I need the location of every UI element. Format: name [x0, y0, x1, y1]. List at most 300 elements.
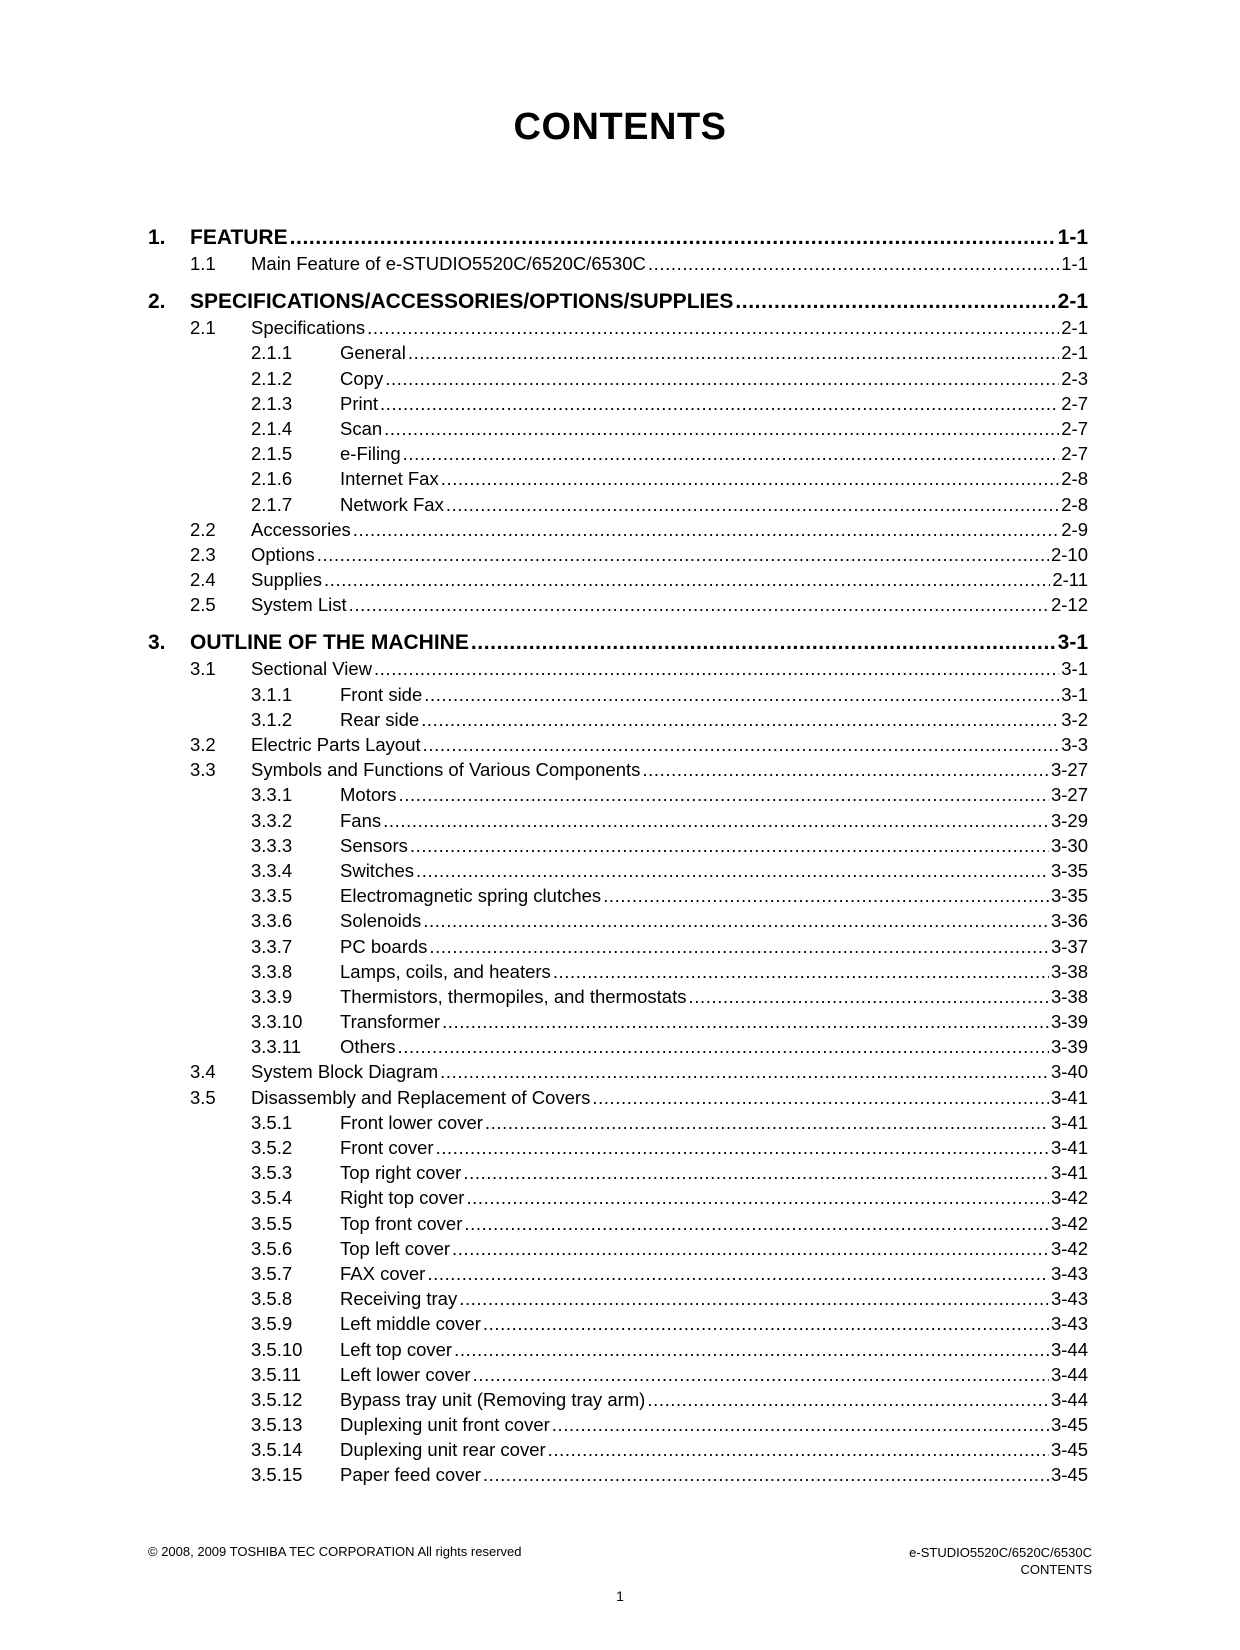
toc-subsection-entry[interactable] — [148, 1110, 1088, 1135]
toc-entry-number: 3.2 — [190, 734, 216, 755]
toc-entry-row — [340, 833, 1088, 858]
toc-subsection-entry[interactable] — [148, 833, 1088, 858]
toc-entry-page: 2-11 — [1052, 569, 1088, 591]
toc-entry-row — [251, 1085, 1088, 1110]
toc-section-entry[interactable] — [148, 542, 1088, 567]
toc-entry-row — [340, 492, 1088, 517]
toc-entry-page: 3-1 — [1061, 658, 1088, 680]
toc-entry-title: Accessories — [251, 518, 351, 540]
toc-subsection-entry[interactable] — [148, 1412, 1088, 1437]
toc-entry-number: 3.3.9 — [251, 985, 293, 1007]
toc-subsection-entry[interactable] — [148, 908, 1088, 933]
toc-entry-number: 3.3.4 — [251, 859, 293, 881]
toc-entry-row — [340, 883, 1088, 908]
toc-entry-number: 3.5.12 — [251, 1388, 303, 1410]
toc-section-entry[interactable] — [148, 567, 1088, 592]
toc-entry-page: 3-41 — [1050, 1137, 1088, 1158]
toc-entry-number: 3.5.15 — [251, 1464, 303, 1486]
toc-dot-leader — [464, 1211, 1049, 1236]
toc-entry-page: 2-3 — [1061, 367, 1088, 389]
toc-entry-title: Top right cover — [340, 1162, 462, 1184]
toc-chapter-entry[interactable] — [148, 288, 1088, 315]
toc-dot-leader — [642, 757, 1049, 782]
toc-entry-page: 3-38 — [1050, 985, 1088, 1007]
toc-entry-title: Specifications — [251, 317, 366, 339]
toc-entry-row — [251, 1059, 1088, 1084]
toc-entry-row — [340, 1185, 1088, 1210]
toc-entry-page: 2-1 — [1061, 342, 1088, 364]
toc-entry-page: 2-8 — [1061, 468, 1088, 490]
toc-subsection-entry[interactable] — [148, 1236, 1088, 1261]
toc-section-entry[interactable] — [148, 1059, 1088, 1084]
toc-subsection-entry[interactable] — [148, 1160, 1088, 1185]
toc-entry-row — [251, 542, 1088, 567]
toc-entry-number: 2.4 — [190, 569, 216, 591]
toc-entry-row — [251, 732, 1088, 757]
toc-entry-title: Top left cover — [340, 1237, 451, 1259]
toc-entry-page: 3-43 — [1050, 1313, 1088, 1335]
toc-entry-row — [251, 757, 1088, 782]
toc-entry-number: 3.5.10 — [251, 1338, 303, 1360]
toc-entry-number: 3.5.7 — [251, 1262, 293, 1284]
toc-dot-leader — [367, 315, 1059, 340]
toc-entry-page: 3-27 — [1050, 759, 1088, 781]
toc-dot-leader — [423, 908, 1049, 933]
toc-subsection-entry[interactable] — [148, 1261, 1088, 1286]
toc-entry-title: Transformer — [340, 1011, 441, 1033]
toc-entry-number: 3.3.7 — [251, 935, 293, 957]
toc-entry-title: Switches — [340, 859, 415, 881]
toc-subsection-entry[interactable] — [148, 391, 1088, 416]
toc-entry-page: 3-43 — [1050, 1288, 1088, 1310]
toc-entry-title: Print — [340, 392, 379, 414]
toc-dot-leader — [398, 1034, 1049, 1059]
toc-entry-title: Left lower cover — [340, 1363, 471, 1385]
toc-entry-number: 3.5.14 — [251, 1439, 303, 1461]
toc-dot-leader — [441, 466, 1060, 491]
toc-subsection-entry[interactable] — [148, 1462, 1088, 1487]
toc-entry-title: Electric Parts Layout — [251, 734, 421, 755]
toc-entry-row — [251, 315, 1088, 340]
toc-dot-leader — [603, 883, 1049, 908]
toc-entry-title: Lamps, coils, and heaters — [340, 960, 551, 982]
toc-entry-title: OUTLINE OF THE MACHINE — [190, 631, 469, 655]
toc-entry-title: Duplexing unit rear cover — [340, 1439, 546, 1461]
toc-subsection-entry[interactable] — [148, 340, 1088, 365]
toc-subsection-entry[interactable] — [148, 1034, 1088, 1059]
toc-dot-leader — [324, 567, 1050, 592]
toc-entry-page: 3-39 — [1050, 1011, 1088, 1033]
toc-entry-number: 2.1.6 — [251, 468, 293, 490]
toc-entry-number: 3.5.1 — [251, 1111, 293, 1133]
toc-entry-row — [340, 782, 1088, 807]
toc-dot-leader — [648, 251, 1059, 276]
toc-entry-number: 3.3.5 — [251, 885, 293, 907]
toc-dot-leader — [442, 1009, 1049, 1034]
toc-entry-row — [340, 416, 1088, 441]
toc-entry-title: FAX cover — [340, 1262, 426, 1284]
toc-entry-page: 3-42 — [1050, 1237, 1088, 1259]
toc-entry-row — [340, 391, 1088, 416]
toc-entry-number: 2.1.7 — [251, 493, 293, 515]
toc-entry-row — [251, 251, 1088, 276]
toc-entry-title: Internet Fax — [340, 468, 439, 490]
toc-entry-row — [340, 441, 1088, 466]
toc-entry-title: Left top cover — [340, 1338, 453, 1360]
toc-subsection-entry[interactable] — [148, 492, 1088, 517]
toc-entry-page: 3-45 — [1050, 1439, 1088, 1461]
toc-dot-leader — [427, 1261, 1049, 1286]
toc-entry-title: Symbols and Functions of Various Components — [251, 759, 641, 781]
toc-dot-leader — [290, 224, 1056, 251]
toc-entry-number: 3.3 — [190, 759, 216, 781]
toc-entry-title: Supplies — [251, 569, 322, 591]
toc-entry-page: 3-44 — [1050, 1338, 1088, 1360]
toc-entry-title: System List — [251, 594, 347, 616]
toc-dot-leader — [483, 1311, 1049, 1336]
toc-subsection-entry[interactable] — [148, 1009, 1088, 1034]
toc-entry-row — [340, 1034, 1088, 1059]
toc-entry-page: 2-7 — [1061, 392, 1088, 414]
toc-entry-title: FEATURE — [190, 226, 288, 249]
toc-dot-leader — [548, 1437, 1049, 1462]
toc-entry-page: 3-41 — [1050, 1162, 1088, 1184]
toc-entry-page: 3-38 — [1050, 960, 1088, 982]
toc-subsection-entry[interactable] — [148, 782, 1088, 807]
toc-dot-leader — [423, 732, 1060, 757]
toc-entry-title: Motors — [340, 784, 397, 806]
toc-section-entry[interactable] — [148, 315, 1088, 340]
toc-entry-row — [340, 959, 1088, 984]
toc-subsection-entry[interactable] — [148, 934, 1088, 959]
toc-chapter-entry[interactable] — [148, 224, 1088, 251]
toc-entry-page: 3-37 — [1050, 935, 1088, 957]
toc-entry-number: 2.2 — [190, 518, 216, 540]
toc-section-entry[interactable] — [148, 1085, 1088, 1110]
toc-entry-row — [340, 1362, 1088, 1387]
toc-entry-title: Solenoids — [340, 910, 422, 932]
toc-subsection-entry[interactable] — [148, 959, 1088, 984]
toc-dot-leader — [446, 492, 1059, 517]
toc-entry-title: Duplexing unit front cover — [340, 1414, 550, 1436]
toc-entry-page: 2-1 — [1061, 317, 1088, 339]
toc-entry-title: Front lower cover — [340, 1111, 483, 1133]
toc-subsection-entry[interactable] — [148, 707, 1088, 732]
toc-dot-leader — [689, 984, 1049, 1009]
toc-entry-row — [340, 1286, 1088, 1311]
toc-entry-number: 2.1.5 — [251, 443, 293, 465]
toc-dot-leader — [349, 592, 1049, 617]
toc-subsection-entry[interactable] — [148, 366, 1088, 391]
toc-entry-page: 3-43 — [1050, 1262, 1088, 1284]
toc-chapter-entry[interactable] — [148, 629, 1088, 656]
toc-subsection-entry[interactable] — [148, 808, 1088, 833]
toc-subsection-entry[interactable] — [148, 1311, 1088, 1336]
toc-dot-leader — [552, 1412, 1049, 1437]
toc-dot-leader — [454, 1337, 1049, 1362]
toc-entry-page: 3-41 — [1050, 1111, 1088, 1133]
toc-entry-page: 2-8 — [1061, 493, 1088, 515]
toc-entry-row — [340, 1009, 1088, 1034]
toc-dot-leader — [483, 1462, 1049, 1487]
toc-entry-row — [340, 340, 1088, 365]
toc-entry-page: 3-44 — [1050, 1363, 1088, 1385]
toc-entry-title: Main Feature of e-STUDIO5520C/6520C/6530C — [251, 253, 646, 274]
toc-entry-row — [340, 984, 1088, 1009]
toc-section-entry[interactable] — [148, 732, 1088, 757]
toc-entry-number: 3.1.2 — [251, 708, 293, 730]
toc-subsection-entry[interactable] — [148, 1437, 1088, 1462]
toc-subsection-entry[interactable] — [148, 984, 1088, 1009]
toc-entry-row — [340, 1462, 1088, 1487]
toc-entry-number: 2.5 — [190, 594, 216, 616]
footer-section: CONTENTS — [1020, 1562, 1092, 1577]
toc-dot-leader — [421, 707, 1059, 732]
toc-subsection-entry[interactable] — [148, 1286, 1088, 1311]
toc-subsection-entry[interactable] — [148, 1185, 1088, 1210]
toc-dot-leader — [473, 1362, 1049, 1387]
toc-entry-title: Others — [340, 1036, 396, 1058]
toc-entry-page: 3-27 — [1050, 784, 1088, 806]
toc-dot-leader — [471, 629, 1056, 656]
toc-entry-page: 3-1 — [1057, 631, 1088, 655]
toc-entry-number: 3.3.10 — [251, 1011, 303, 1033]
toc-entry-row — [251, 656, 1088, 681]
toc-section-entry[interactable] — [148, 656, 1088, 681]
toc-entry-row — [340, 1412, 1088, 1437]
toc-dot-leader — [416, 858, 1049, 883]
toc-entry-page: 3-35 — [1050, 859, 1088, 881]
toc-entry-title: Fans — [340, 809, 382, 831]
toc-subsection-entry[interactable] — [148, 1211, 1088, 1236]
toc-entry-page: 3-42 — [1050, 1212, 1088, 1234]
toc-entry-row — [340, 1337, 1088, 1362]
toc-entry-title: Rear side — [340, 708, 420, 730]
toc-entry-page: 3-2 — [1061, 708, 1088, 730]
footer-model: e-STUDIO5520C/6520C/6530C — [909, 1545, 1092, 1560]
toc-entry-title: Paper feed cover — [340, 1464, 481, 1486]
toc-entry-page: 3-41 — [1050, 1086, 1088, 1108]
toc-entry-number: 3.5.13 — [251, 1414, 303, 1436]
toc-dot-leader — [408, 340, 1059, 365]
toc-entry-number: 2.1.3 — [251, 392, 293, 414]
toc-dot-leader — [384, 416, 1059, 441]
toc-dot-leader — [317, 542, 1049, 567]
toc-dot-leader — [410, 833, 1049, 858]
toc-entry-title: Thermistors, thermopiles, and thermostats — [340, 985, 687, 1007]
toc-entry-number: 3.5.4 — [251, 1187, 293, 1209]
toc-entry-page: 3-3 — [1061, 734, 1088, 755]
toc-entry-number: 2. — [148, 290, 166, 314]
footer-model-block — [909, 1544, 1092, 1578]
toc-dot-leader — [436, 1135, 1049, 1160]
toc-entry-row — [340, 1236, 1088, 1261]
toc-entry-page: 3-39 — [1050, 1036, 1088, 1058]
toc-entry-title: Network Fax — [340, 493, 444, 515]
toc-dot-leader — [463, 1160, 1049, 1185]
page-title: CONTENTS — [513, 106, 727, 148]
toc-subsection-entry[interactable] — [148, 441, 1088, 466]
toc-entry-number: 2.1 — [190, 317, 216, 339]
toc-dot-leader — [429, 934, 1049, 959]
toc-entry-row — [340, 1387, 1088, 1412]
toc-entry-row — [251, 567, 1088, 592]
toc-subsection-entry[interactable] — [148, 682, 1088, 707]
toc-entry-page: 3-35 — [1050, 885, 1088, 907]
toc-dot-leader — [353, 517, 1060, 542]
toc-entry-number: 3.3.8 — [251, 960, 293, 982]
toc-subsection-entry[interactable] — [148, 416, 1088, 441]
toc-entry-row — [251, 517, 1088, 542]
toc-dot-leader — [647, 1387, 1049, 1412]
toc-entry-title: Sensors — [340, 834, 408, 856]
toc-entry-title: e-Filing — [340, 443, 401, 465]
toc-subsection-entry[interactable] — [148, 858, 1088, 883]
toc-entry-title: Front side — [340, 683, 423, 705]
toc-dot-leader — [383, 808, 1049, 833]
toc-entry-row — [340, 1135, 1088, 1160]
toc-dot-leader — [424, 682, 1059, 707]
toc-entry-page: 3-44 — [1050, 1388, 1088, 1410]
toc-entry-row — [340, 1311, 1088, 1336]
toc-dot-leader — [399, 782, 1049, 807]
toc-dot-leader — [452, 1236, 1049, 1261]
toc-entry-page: 2-7 — [1061, 443, 1088, 465]
toc-entry-row — [190, 288, 1088, 315]
toc-entry-row — [190, 224, 1088, 251]
toc-entry-number: 3.5.3 — [251, 1162, 293, 1184]
toc-entry-row — [340, 682, 1088, 707]
toc-entry-page: 2-7 — [1061, 417, 1088, 439]
toc-section-entry[interactable] — [148, 251, 1088, 276]
toc-dot-leader — [380, 391, 1059, 416]
toc-entry-number: 3.3.11 — [251, 1036, 302, 1058]
toc-entry-page: 2-12 — [1050, 594, 1088, 616]
toc-entry-row — [340, 908, 1088, 933]
toc-entry-title: General — [340, 342, 406, 364]
toc-entry-number: 1.1 — [190, 253, 216, 274]
toc-section-entry[interactable] — [148, 592, 1088, 617]
toc-entry-number: 2.3 — [190, 543, 216, 565]
toc-dot-leader — [553, 959, 1049, 984]
toc-entry-row — [340, 858, 1088, 883]
toc-entry-title: Scan — [340, 417, 383, 439]
toc-entry-page: 2-9 — [1061, 518, 1088, 540]
toc-entry-row — [190, 629, 1088, 656]
toc-entry-number: 3.5 — [190, 1086, 216, 1108]
toc-entry-page: 3-30 — [1050, 834, 1088, 856]
toc-entry-title: Options — [251, 543, 315, 565]
toc-entry-title: System Block Diagram — [251, 1061, 439, 1083]
toc-dot-leader — [385, 366, 1059, 391]
toc-entry-title: Bypass tray unit (Removing tray arm) — [340, 1388, 646, 1410]
toc-entry-number: 3.5.8 — [251, 1288, 293, 1310]
toc-entry-title: Right top cover — [340, 1187, 465, 1209]
toc-entry-number: 3.5.5 — [251, 1212, 293, 1234]
toc-entry-page: 2-1 — [1057, 290, 1088, 314]
toc-entry-number: 3.5.9 — [251, 1313, 293, 1335]
toc-entry-page: 3-45 — [1050, 1464, 1088, 1486]
toc-entry-number: 1. — [148, 226, 166, 249]
toc-entry-title: Disassembly and Replacement of Covers — [251, 1086, 591, 1108]
page-number: 1 — [616, 1588, 624, 1604]
toc-dot-leader — [592, 1085, 1049, 1110]
toc-entry-row — [340, 1211, 1088, 1236]
toc-subsection-entry[interactable] — [148, 1387, 1088, 1412]
toc-section-entry[interactable] — [148, 757, 1088, 782]
toc-entry-number: 3.3.1 — [251, 784, 293, 806]
toc-entry-number: 3.1 — [190, 658, 216, 680]
toc-entry-row — [340, 808, 1088, 833]
toc-entry-title: Top front cover — [340, 1212, 463, 1234]
toc-dot-leader — [403, 441, 1060, 466]
toc-subsection-entry[interactable] — [148, 1362, 1088, 1387]
toc-entry-title: SPECIFICATIONS/ACCESSORIES/OPTIONS/SUPPLIES — [190, 290, 734, 314]
toc-subsection-entry[interactable] — [148, 1337, 1088, 1362]
toc-entry-number: 2.1.4 — [251, 417, 293, 439]
toc-dot-leader — [735, 288, 1055, 315]
toc-entry-title: Front cover — [340, 1137, 434, 1158]
toc-dot-leader — [485, 1110, 1049, 1135]
toc-entry-number: 2.1.2 — [251, 367, 293, 389]
toc-entry-title: PC boards — [340, 935, 428, 957]
toc-section-entry[interactable] — [148, 517, 1088, 542]
toc-entry-number: 3. — [148, 631, 166, 655]
toc-entry-number: 3.4 — [190, 1061, 216, 1083]
toc-entry-page: 3-40 — [1050, 1061, 1088, 1083]
toc-dot-leader — [440, 1059, 1049, 1084]
toc-subsection-entry[interactable] — [148, 1135, 1088, 1160]
toc-entry-number: 3.1.1 — [251, 683, 293, 705]
toc-entry-row — [251, 592, 1088, 617]
toc-entry-number: 3.3.6 — [251, 910, 293, 932]
toc-entry-title: Electromagnetic spring clutches — [340, 885, 602, 907]
toc-subsection-entry[interactable] — [148, 883, 1088, 908]
toc-entry-number: 3.5.2 — [251, 1137, 293, 1158]
toc-entry-number: 3.5.11 — [251, 1363, 302, 1385]
toc-dot-leader — [374, 656, 1059, 681]
toc-entry-title: Copy — [340, 367, 384, 389]
toc-entry-page: 3-1 — [1061, 683, 1088, 705]
toc-entry-page: 2-10 — [1050, 543, 1088, 565]
toc-entry-row — [340, 1160, 1088, 1185]
toc-entry-page: 1-1 — [1061, 253, 1088, 274]
toc-entry-row — [340, 1437, 1088, 1462]
toc-dot-leader — [466, 1185, 1049, 1210]
toc-entry-title: Receiving tray — [340, 1288, 458, 1310]
toc-entry-page: 3-42 — [1050, 1187, 1088, 1209]
toc-entry-row — [340, 934, 1088, 959]
toc-entry-row — [340, 1110, 1088, 1135]
toc-subsection-entry[interactable] — [148, 466, 1088, 491]
toc-entry-page: 3-45 — [1050, 1414, 1088, 1436]
toc-entry-page: 3-36 — [1050, 910, 1088, 932]
toc-entry-row — [340, 707, 1088, 732]
toc-entry-number: 3.3.3 — [251, 834, 293, 856]
toc-entry-title: Sectional View — [251, 658, 373, 680]
toc-entry-row — [340, 466, 1088, 491]
toc-entry-number: 3.3.2 — [251, 809, 293, 831]
table-of-contents — [148, 224, 1088, 1488]
toc-dot-leader — [459, 1286, 1049, 1311]
toc-entry-row — [340, 1261, 1088, 1286]
toc-entry-number: 2.1.1 — [251, 342, 293, 364]
toc-entry-row — [340, 366, 1088, 391]
footer-copyright: © 2008, 2009 TOSHIBA TEC CORPORATION All rights reserved — [148, 1544, 522, 1559]
toc-entry-title: Left middle cover — [340, 1313, 481, 1335]
toc-entry-page: 3-29 — [1050, 809, 1088, 831]
toc-entry-page: 1-1 — [1057, 226, 1088, 249]
